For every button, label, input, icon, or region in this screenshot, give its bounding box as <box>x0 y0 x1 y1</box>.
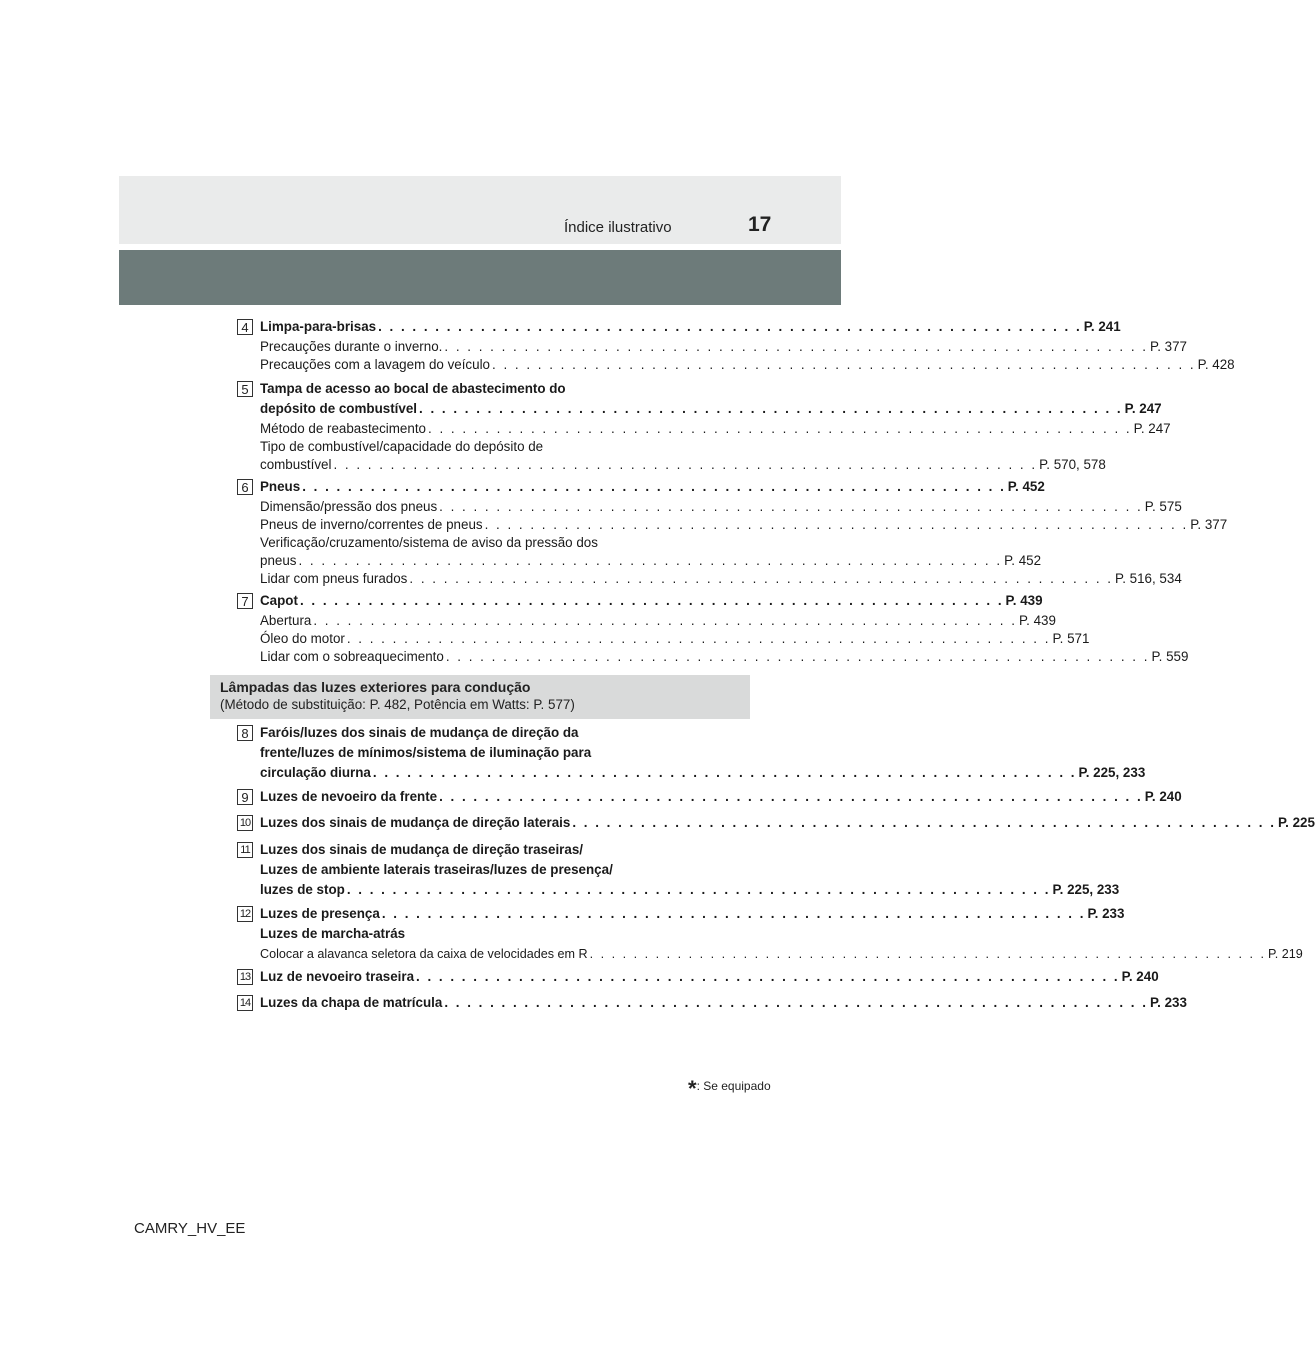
item-number-badge: 5 <box>237 381 253 397</box>
index-entry-line <box>260 498 1182 516</box>
index-entry-line <box>260 420 1171 438</box>
page-reference: P. 247 <box>1133 421 1171 436</box>
footnote <box>688 1076 771 1102</box>
item-number-badge: 7 <box>237 593 253 609</box>
page-reference: P. 377 <box>1190 517 1228 532</box>
entry-text: luzes de stop <box>260 882 345 897</box>
index-entry-line <box>260 380 722 398</box>
page-reference: P. 241 <box>1083 319 1121 334</box>
entry-text: Luzes dos sinais de mudança de direção traseiras/ <box>260 842 583 857</box>
index-entry-line <box>260 994 1187 1012</box>
entry-text: pneus <box>260 553 297 568</box>
entry-text: Lidar com o sobreaquecimento <box>260 649 444 664</box>
dot-leader: . . . . . . . . . . . . . . . . . . . . . . . . . . . . . . . . . . . . . . . . . . . . . . . . . . . . . . . . . . . . . . <box>299 593 1004 608</box>
item-number-badge: 9 <box>237 789 253 805</box>
dot-leader: . . . . . . . . . . . . . . . . . . . . . . . . . . . . . . . . . . . . . . . . . . . . . . . . . . . . . . . . . . . . . . <box>409 571 1113 586</box>
dot-leader: . . . . . . . . . . . . . . . . . . . . . . . . . . . . . . . . . . . . . . . . . . . . . . . . . . . . . . . . . . . . . . <box>381 906 1086 921</box>
document-code: CAMRY_HV_EE <box>134 1220 246 1237</box>
item-number-badge: 12 <box>237 906 253 922</box>
index-entry-line <box>260 788 1182 806</box>
entry-text: Óleo do motor <box>260 631 345 646</box>
dot-leader: . . . . . . . . . . . . . . . . . . . . . . . . . . . . . . . . . . . . . . . . . . . . . . . . . . . . . . . . . . . . . . <box>444 995 1148 1010</box>
page-reference: P. 452 <box>1004 553 1042 568</box>
dot-leader: . . . . . . . . . . . . . . . . . . . . . . . . . . . . . . . . . . . . . . . . . . . . . . . . . . . . . . . . . . . . . . <box>439 789 1143 804</box>
index-entry-line <box>260 438 722 456</box>
index-entry-line <box>260 400 1162 418</box>
lamps-section-subtitle: (Método de substituição: P. 482, Potência em Watts: P. 577) <box>220 697 575 712</box>
page-reference: P. 516, 534 <box>1115 571 1182 586</box>
page-reference: P. 240 <box>1144 789 1182 804</box>
index-entry-line <box>260 516 1228 534</box>
entry-text: Método de reabastecimento <box>260 421 426 436</box>
entry-text: Colocar a alavanca seletora da caixa de velocidades em R <box>260 947 588 961</box>
dot-leader: . . . . . . . . . . . . . . . . . . . . . . . . . . . . . . . . . . . . . . . . . . . . . . . . . . . . . . . . . . . . . . <box>445 649 1150 664</box>
index-entry-line <box>260 318 1121 336</box>
entry-text: Pneus <box>260 479 301 494</box>
entry-text: circulação diurna <box>260 765 371 780</box>
entry-text: Limpa-para-brisas <box>260 319 377 334</box>
entry-text: Abertura <box>260 613 312 628</box>
dot-leader: . . . . . . . . . . . . . . . . . . . . . . . . . . . . . . . . . . . . . . . . . . . . . . . . . . . . . . . . . . . . . . <box>589 947 1266 961</box>
index-entry-line <box>260 764 1146 782</box>
page-reference: P. 240 <box>1121 969 1159 984</box>
page-reference: P. 225, 233 <box>1078 765 1146 780</box>
page-reference: P. 428 <box>1197 357 1235 372</box>
page-reference: P. 219 <box>1268 947 1303 961</box>
item-number-badge: 6 <box>237 479 253 495</box>
index-entry-line <box>260 592 1043 610</box>
footnote-mark: * <box>688 1076 697 1101</box>
lamps-section-title: Lâmpadas das luzes exteriores para condução <box>220 679 531 695</box>
page-reference: P. 452 <box>1007 479 1045 494</box>
page-reference: P. 439 <box>1005 593 1043 608</box>
item-number-badge: 8 <box>237 725 253 741</box>
entry-text: depósito de combustível <box>260 401 417 416</box>
index-entry-line <box>260 648 1189 666</box>
dot-leader: . . . . . . . . . . . . . . . . . . . . . . . . . . . . . . . . . . . . . . . . . . . . . . . . . . . . . . . . . . . . . . <box>313 613 1017 628</box>
entry-text: Luzes da chapa de matrícula <box>260 995 443 1010</box>
index-entry-line <box>260 905 1125 923</box>
page-reference: P. 225 <box>1277 815 1315 830</box>
index-entry-line <box>260 612 1056 630</box>
entry-text: Verificação/cruzamento/sistema de aviso da pressão dos <box>260 535 598 550</box>
entry-text: Luzes de marcha-atrás <box>260 926 406 941</box>
index-entry-line <box>260 945 1303 963</box>
dot-leader: . . . . . . . . . . . . . . . . . . . . . . . . . . . . . . . . . . . . . . . . . . . . . . . . . . . . . . . . . . . . . . <box>428 421 1132 436</box>
section-title: Índice ilustrativo <box>564 219 672 236</box>
page-reference: P. 233 <box>1087 906 1125 921</box>
dot-leader: . . . . . . . . . . . . . . . . . . . . . . . . . . . . . . . . . . . . . . . . . . . . . . . . . . . . . . . . . . . . . . <box>492 357 1196 372</box>
entry-text: Capot <box>260 593 298 608</box>
entry-text: Tipo de combustível/capacidade do depósito de <box>260 439 544 454</box>
footnote-text: : Se equipado <box>696 1079 771 1093</box>
index-entry-line <box>260 724 722 742</box>
dot-leader: . . . . . . . . . . . . . . . . . . . . . . . . . . . . . . . . . . . . . . . . . . . . . . . . . . . . . . . . . . . . . . <box>444 339 1148 354</box>
entry-text: combustível <box>260 457 332 472</box>
entry-text: Lidar com pneus furados <box>260 571 408 586</box>
index-entry-line <box>260 744 722 762</box>
index-entry-line <box>260 630 1090 648</box>
index-entry-line <box>260 456 1106 474</box>
index-entry-line <box>260 338 1187 356</box>
page-reference: P. 247 <box>1124 401 1162 416</box>
index-entry-line <box>260 356 1235 374</box>
page-reference: P. 559 <box>1151 649 1189 664</box>
dot-leader: . . . . . . . . . . . . . . . . . . . . . . . . . . . . . . . . . . . . . . . . . . . . . . . . . . . . . . . . . . . . . . <box>346 882 1051 897</box>
index-entry-line <box>260 552 1042 570</box>
page-reference: P. 570, 578 <box>1039 457 1106 472</box>
page-reference: P. 575 <box>1144 499 1182 514</box>
entry-text: Luzes dos sinais de mudança de direção laterais <box>260 815 571 830</box>
entry-text: Precauções com a lavagem do veículo <box>260 357 490 372</box>
index-entry-line <box>260 814 1315 832</box>
entry-text: Precauções durante o inverno. <box>260 339 443 354</box>
index-entry-line <box>260 841 722 859</box>
page-reference: P. 439 <box>1018 613 1056 628</box>
dot-leader: . . . . . . . . . . . . . . . . . . . . . . . . . . . . . . . . . . . . . . . . . . . . . . . . . . . . . . . . . . . . . . <box>302 479 1006 494</box>
dot-leader: . . . . . . . . . . . . . . . . . . . . . . . . . . . . . . . . . . . . . . . . . . . . . . . . . . . . . . . . . . . . . . <box>416 969 1120 984</box>
page-reference: P. 571 <box>1052 631 1090 646</box>
entry-text: Pneus de inverno/correntes de pneus <box>260 517 483 532</box>
item-number-badge: 4 <box>237 319 253 335</box>
entry-text: frente/luzes de mínimos/sistema de iluminação para <box>260 745 592 760</box>
dot-leader: . . . . . . . . . . . . . . . . . . . . . . . . . . . . . . . . . . . . . . . . . . . . . . . . . . . . . . . . . . . . . . <box>484 517 1189 532</box>
dot-leader: . . . . . . . . . . . . . . . . . . . . . . . . . . . . . . . . . . . . . . . . . . . . . . . . . . . . . . . . . . . . . . <box>333 457 1038 472</box>
index-entry-line <box>260 534 722 552</box>
index-entry-line <box>260 881 1120 899</box>
page-reference: P. 225, 233 <box>1052 882 1120 897</box>
page-reference: P. 233 <box>1149 995 1187 1010</box>
page-reference: P. 377 <box>1150 339 1187 354</box>
entry-text: Tampa de acesso ao bocal de abastecimento do <box>260 381 566 396</box>
index-entry-line <box>260 478 1045 496</box>
dot-leader: . . . . . . . . . . . . . . . . . . . . . . . . . . . . . . . . . . . . . . . . . . . . . . . . . . . . . . . . . . . . . . <box>419 401 1123 416</box>
dot-leader: . . . . . . . . . . . . . . . . . . . . . . . . . . . . . . . . . . . . . . . . . . . . . . . . . . . . . . . . . . . . . . <box>372 765 1077 780</box>
entry-text: Dimensão/pressão dos pneus <box>260 499 438 514</box>
entry-text: Luzes de nevoeiro da frente <box>260 789 438 804</box>
entry-text: Luzes de presença <box>260 906 380 921</box>
index-entry-line <box>260 925 722 943</box>
item-number-badge: 11 <box>237 842 253 858</box>
dot-leader: . . . . . . . . . . . . . . . . . . . . . . . . . . . . . . . . . . . . . . . . . . . . . . . . . . . . . . . . . . . . . . <box>378 319 1082 334</box>
dot-leader: . . . . . . . . . . . . . . . . . . . . . . . . . . . . . . . . . . . . . . . . . . . . . . . . . . . . . . . . . . . . . . <box>439 499 1143 514</box>
dot-leader: . . . . . . . . . . . . . . . . . . . . . . . . . . . . . . . . . . . . . . . . . . . . . . . . . . . . . . . . . . . . . . <box>572 815 1276 830</box>
entry-text: Luz de nevoeiro traseira <box>260 969 415 984</box>
item-number-badge: 14 <box>237 995 253 1011</box>
index-entry-line <box>260 570 1182 588</box>
index-entry-line <box>260 968 1159 986</box>
header-dark-band <box>119 250 841 305</box>
index-entry-line <box>260 861 722 879</box>
page-number: 17 <box>748 213 772 236</box>
dot-leader: . . . . . . . . . . . . . . . . . . . . . . . . . . . . . . . . . . . . . . . . . . . . . . . . . . . . . . . . . . . . . . <box>298 553 1003 568</box>
entry-text: Faróis/luzes dos sinais de mudança de direção da <box>260 725 579 740</box>
item-number-badge: 13 <box>237 969 253 985</box>
header-band <box>119 176 841 244</box>
item-number-badge: 10 <box>237 815 253 831</box>
dot-leader: . . . . . . . . . . . . . . . . . . . . . . . . . . . . . . . . . . . . . . . . . . . . . . . . . . . . . . . . . . . . . . <box>346 631 1051 646</box>
entry-text: Luzes de ambiente laterais traseiras/luzes de presença/ <box>260 862 613 877</box>
